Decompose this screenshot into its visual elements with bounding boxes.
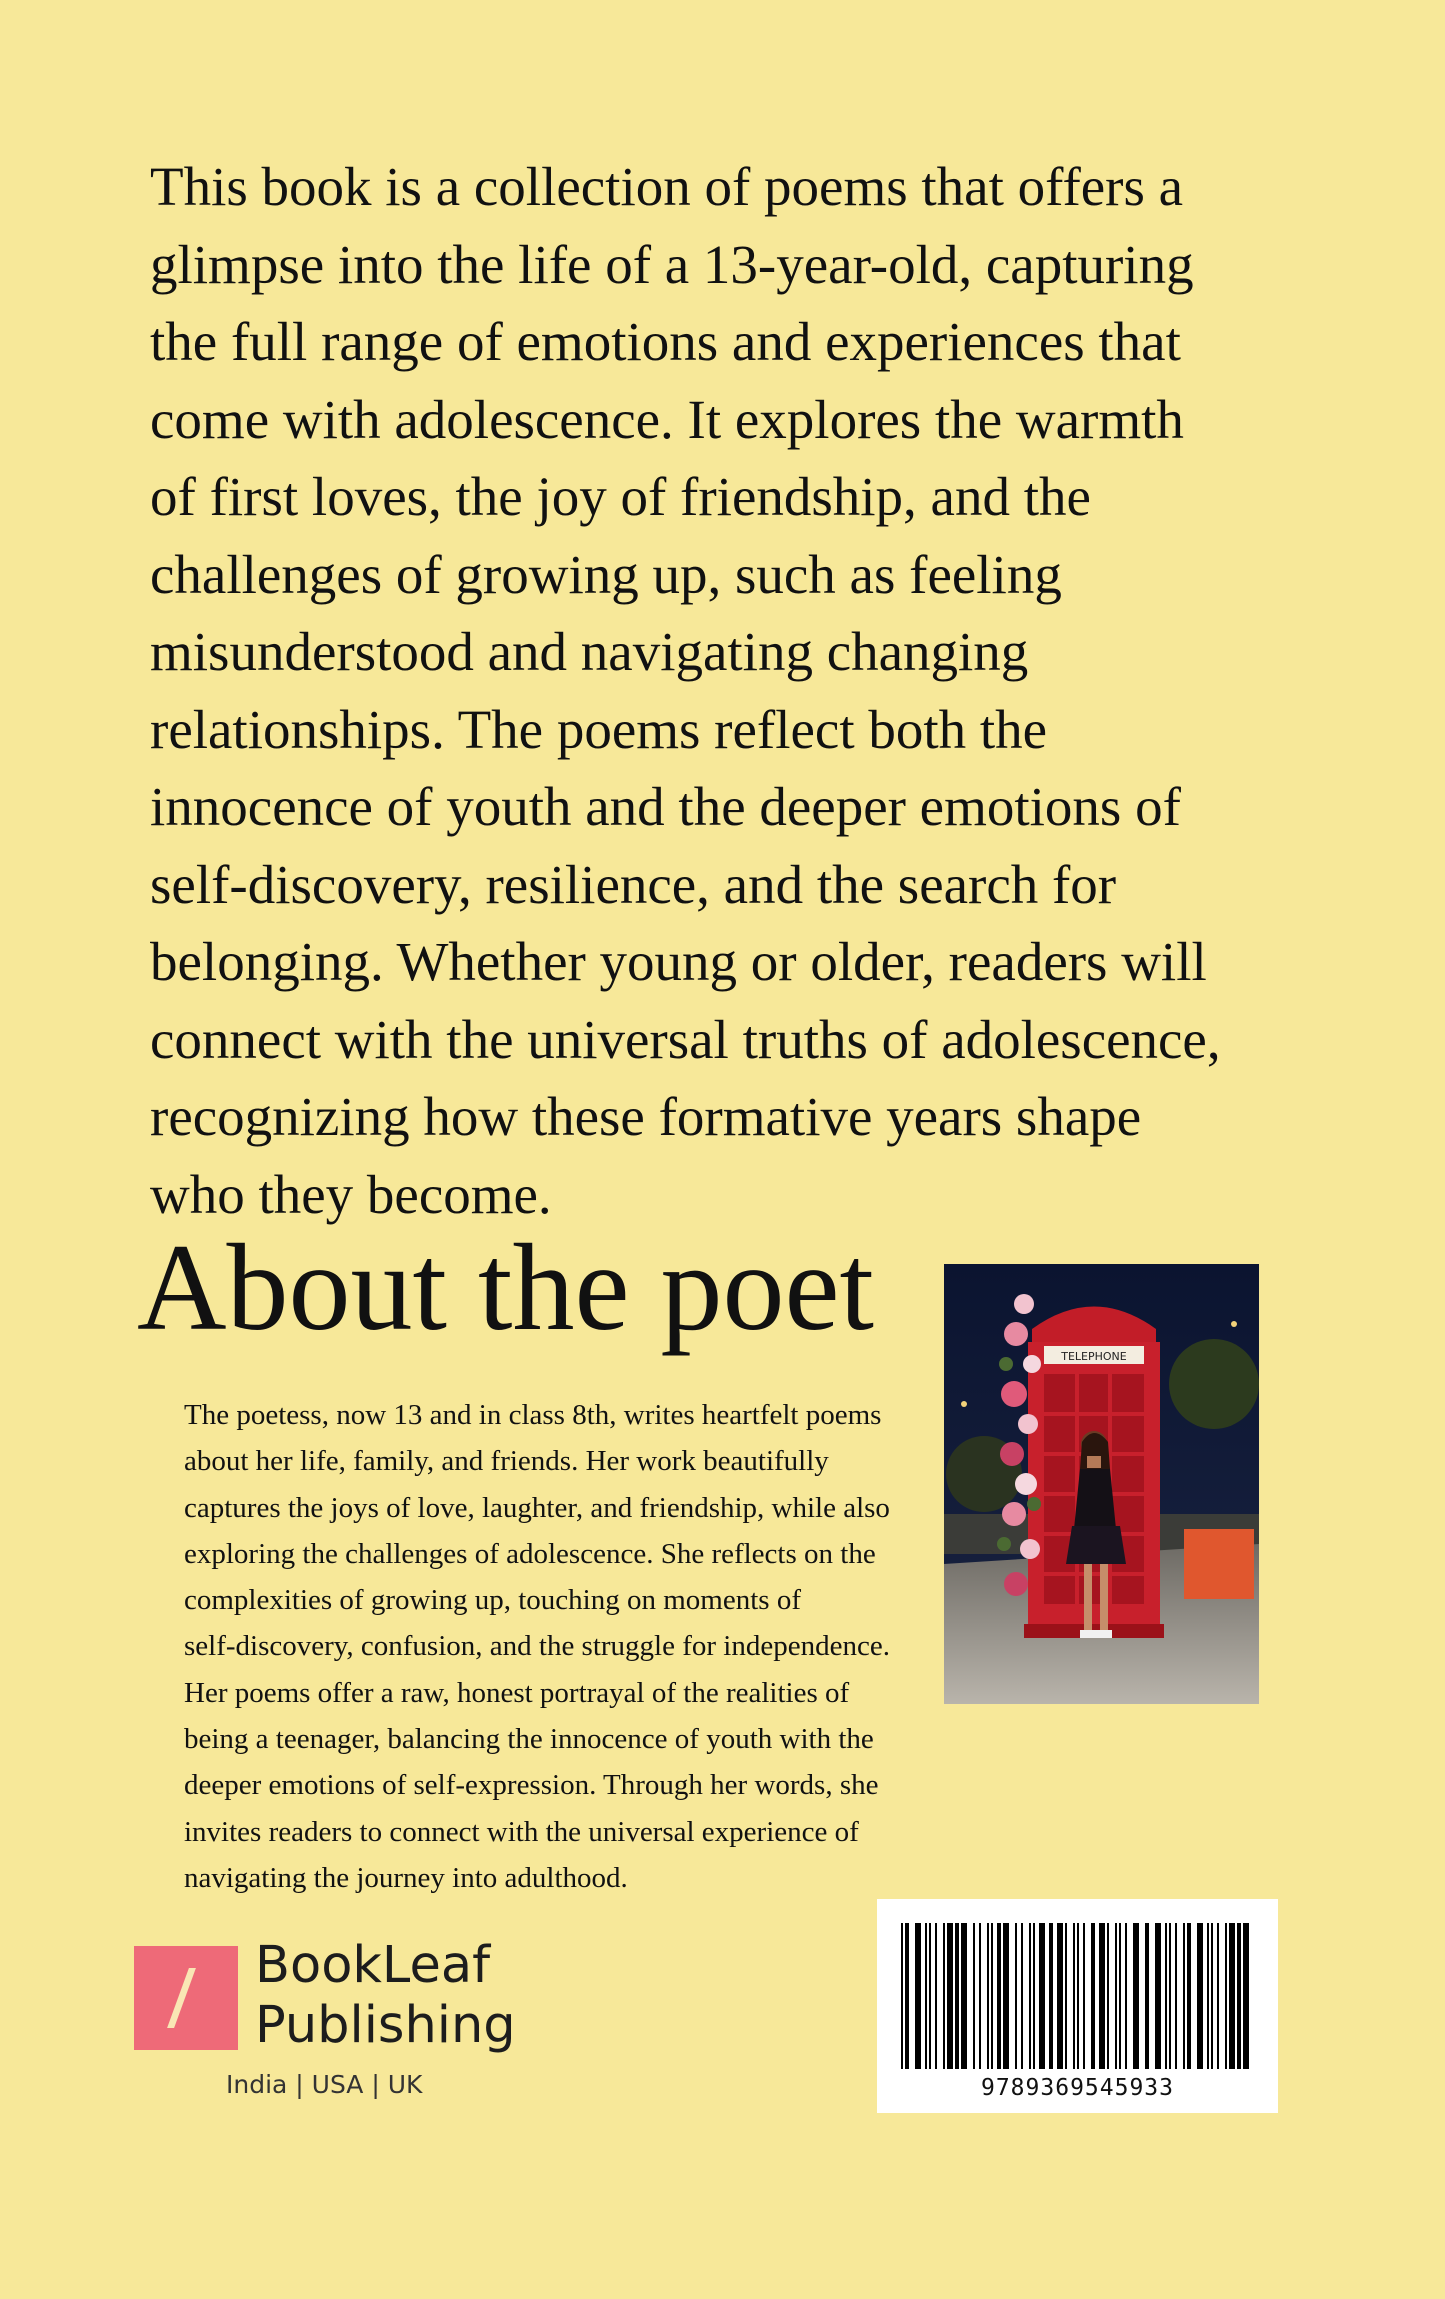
blurb-line: who they become. bbox=[150, 1163, 552, 1225]
bio-line: captures the joys of love, laughter, and friendship, while also bbox=[184, 1491, 890, 1524]
bio-line: invites readers to connect with the universal experience of bbox=[184, 1815, 859, 1848]
barcode-icon bbox=[901, 1923, 1254, 2069]
bio-line: The poetess, now 13 and in class 8th, writes heartfelt poems bbox=[184, 1399, 882, 1431]
bio-line: navigating the journey into adulthood. bbox=[184, 1861, 628, 1894]
blurb-line: of first loves, the joy of friendship, and the bbox=[150, 466, 1091, 527]
bio-line: complexities of growing up, touching on moments of bbox=[184, 1584, 801, 1617]
bio-line: exploring the challenges of adolescence. She reflects on the bbox=[184, 1537, 876, 1570]
blurb-line: connect with the universal truths of adolescence, bbox=[150, 1008, 1221, 1070]
poet-bio bbox=[184, 1392, 944, 1901]
telephone-sign: TELEPHONE bbox=[1061, 1350, 1127, 1363]
bookleaf-slash-icon bbox=[134, 1946, 238, 2050]
blurb-line: recognizing how these formative years shape bbox=[150, 1086, 1142, 1147]
poet-photo bbox=[944, 1264, 1259, 1704]
bio-line: being a teenager, balancing the innocence of youth with the bbox=[184, 1723, 874, 1756]
about-poet-heading: About the poet bbox=[137, 1219, 874, 1356]
isbn-number: 9789369545933 bbox=[980, 2075, 1174, 2101]
blurb-line: relationships. The poems reflect both the bbox=[150, 698, 1048, 760]
bio-line: Her poems offer a raw, honest portrayal of the realities of bbox=[184, 1676, 850, 1709]
poet-photo-illustration bbox=[944, 1264, 1259, 1704]
publisher-name-line2: Publishing bbox=[255, 1996, 516, 2055]
blurb-line: belonging. Whether young or older, readers will bbox=[150, 931, 1207, 992]
book-blurb bbox=[150, 148, 1330, 1233]
blurb-line: glimpse into the life of a 13-year-old, capturing bbox=[150, 233, 1194, 295]
blurb-line: come with adolescence. It explores the warmth bbox=[150, 388, 1184, 450]
blurb-line: innocence of youth and the deeper emotions of bbox=[150, 776, 1181, 837]
blurb-line: the full range of emotions and experiences that bbox=[150, 311, 1181, 372]
blurb-line: challenges of growing up, such as feeling bbox=[150, 543, 1062, 605]
blurb-line: misunderstood and navigating changing bbox=[150, 621, 1029, 682]
blurb-line: self-discovery, resilience, and the search for bbox=[150, 853, 1117, 915]
blurb-line: This book is a collection of poems that offers a bbox=[150, 156, 1184, 217]
publisher-regions: India | USA | UK bbox=[226, 2070, 423, 2099]
bio-line: deeper emotions of self-expression. Through her words, she bbox=[184, 1769, 879, 1802]
publisher-name bbox=[255, 1936, 516, 2056]
bio-line: self-discovery, confusion, and the struggle for independence. bbox=[184, 1630, 890, 1663]
bio-line: about her life, family, and friends. Her work beautifully bbox=[184, 1445, 829, 1478]
isbn-barcode bbox=[877, 1899, 1278, 2113]
publisher-name-line1: BookLeaf bbox=[255, 1936, 491, 1995]
